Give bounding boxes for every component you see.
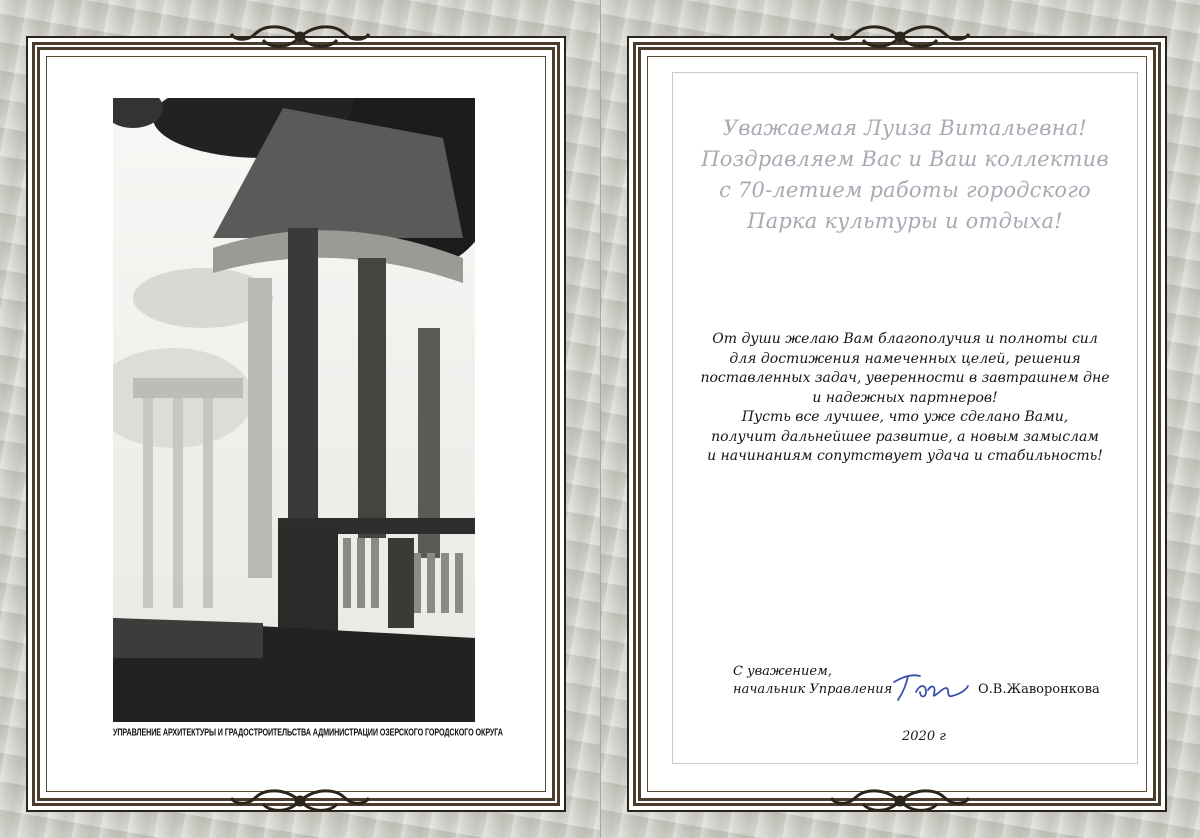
body-line: получит дальнейшее развитие, а новым замыслам	[711, 428, 1099, 445]
greeting-line: Поздравляем Вас и Ваш коллектив	[701, 147, 1109, 171]
greeting-heading	[680, 113, 1130, 237]
signer-name: О.В.Жаворонкова	[978, 682, 1100, 697]
body-line: Пусть все лучшее, что уже сделано Вами,	[741, 409, 1069, 425]
closing-text: С уважением,	[733, 664, 832, 679]
body-line: и надежных партнеров!	[812, 389, 998, 406]
ornament-bottom-left-icon	[225, 786, 375, 816]
greeting-line: Парка культуры и отдыха!	[747, 209, 1063, 233]
greeting-line: с 70-летием работы городского	[719, 178, 1091, 202]
ornament-top-left-icon	[225, 22, 375, 52]
wishes-paragraph	[680, 330, 1130, 467]
body-line: поставленных задач, уверенности в завтрашнем дне	[700, 370, 1110, 386]
body-line: От души желаю Вам благополучия и полноты сил	[712, 331, 1098, 347]
rotunda-photo-icon	[113, 98, 475, 722]
body-line: для достижения намеченных целей, решения	[729, 350, 1081, 367]
signer-position: начальник Управления	[733, 682, 893, 697]
photo-caption: УПРАВЛЕНИЕ АРХИТЕКТУРЫ И ГРАДОСТРОИТЕЛЬСТВА АДМИНИСТРАЦИИ ОЗЕРСКОГО ГОРОДСКОГО ОКРУГА	[113, 726, 503, 739]
ornament-top-right-icon	[825, 22, 975, 52]
greeting-line: Уважаемая Луиза Витальевна!	[722, 116, 1088, 140]
ornament-bottom-right-icon	[825, 786, 975, 816]
body-line: и начинаниям сопутствует удача и стабильность!	[707, 448, 1103, 464]
year-text: 2020 г	[902, 729, 946, 744]
signature-scribble-icon	[890, 668, 970, 706]
